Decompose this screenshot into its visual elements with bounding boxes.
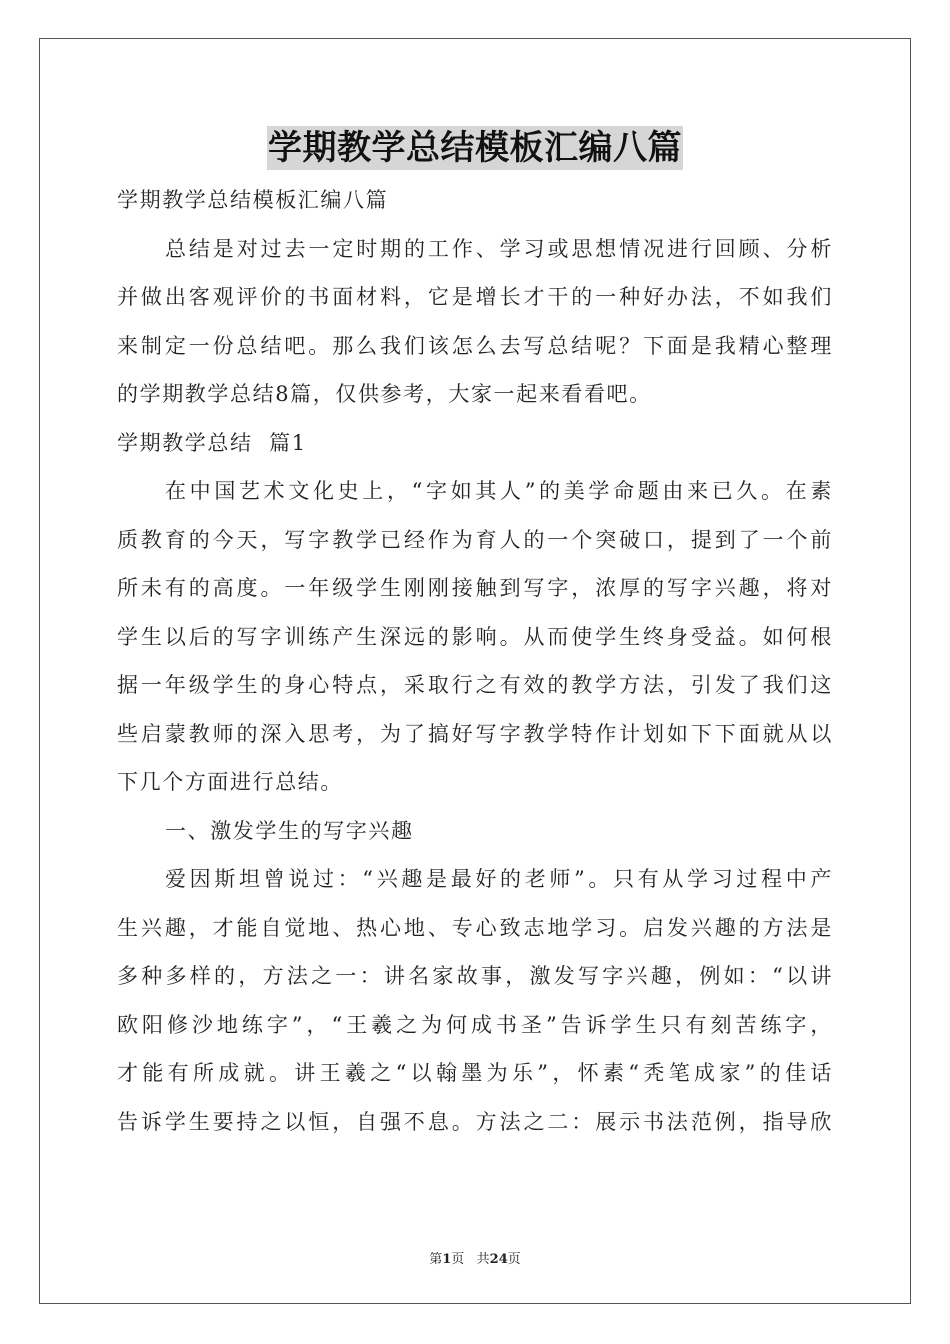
paragraph-line: 爱因斯坦曾说过：“兴趣是最好的老师”。只有从学习过程中产: [165, 867, 833, 891]
paragraph-line: 据一年级学生的身心特点，采取行之有效的教学方法，引发了我们这: [117, 673, 833, 697]
paragraph-line: 才能有所成就。讲王羲之“以翰墨为乐”，怀素“秃笔成家”的佳话: [117, 1061, 833, 1085]
intro-line: 并做出客观评价的书面材料，它是增长才干的一种好办法，不如我们: [117, 285, 833, 309]
paragraph-line: 生兴趣，才能自觉地、热心地、专心致志地学习。启发兴趣的方法是: [117, 915, 833, 940]
paragraph-line: 学生以后的写字训练产生深远的影响。从而使学生终身受益。如何根: [117, 624, 833, 649]
paragraph-line: 在中国艺术文化史上，“字如其人”的美学命题由来已久。在素: [165, 479, 833, 503]
section-heading: 学期教学总结 篇1: [117, 430, 307, 455]
paragraph-line: 告诉学生要持之以恒，自强不息。方法之二：展示书法范例，指导欣: [117, 1109, 833, 1134]
intro-line: 总结是对过去一定时期的工作、学习或思想情况进行回顾、分析: [165, 236, 833, 261]
paragraph-line: 质教育的今天，写字教学已经作为育人的一个突破口，提到了一个前: [117, 527, 833, 552]
intro-line: 的学期教学总结8篇，仅供参考，大家一起来看看吧。: [117, 382, 652, 406]
paragraph-line: 欧阳修沙地练字”，“王羲之为何成书圣”告诉学生只有刻苦练字，: [117, 1012, 833, 1037]
subheading: 一、激发学生的写字兴趣: [165, 818, 414, 843]
paragraph-line: 下几个方面进行总结。: [117, 770, 343, 794]
paragraph-line: 些启蒙教师的深入思考，为了搞好写字教学特作计划如下下面就从以: [117, 721, 833, 746]
document-subtitle: 学期教学总结模板汇编八篇: [117, 188, 389, 212]
page-total: 24: [489, 1252, 508, 1267]
paragraph-line: 多种多样的，方法之一：讲名家故事，激发写字兴趣，例如：“以讲: [117, 964, 833, 988]
page-prefix: 第: [429, 1252, 443, 1267]
intro-line: 来制定一份总结吧。那么我们该怎么去写总结呢？下面是我精心整理: [117, 333, 833, 358]
document-title: 学期教学总结模板汇编八篇: [268, 128, 682, 168]
page-footer: [0, 1248, 950, 1267]
document-body: [117, 176, 833, 1146]
title-container: [0, 126, 950, 170]
page-number: 1: [442, 1252, 452, 1267]
paragraph-line: 所未有的高度。一年级学生刚刚接触到写字，浓厚的写字兴趣，将对: [117, 576, 833, 600]
page-mid: 页 共: [451, 1252, 490, 1267]
page-suffix: 页: [507, 1252, 521, 1267]
